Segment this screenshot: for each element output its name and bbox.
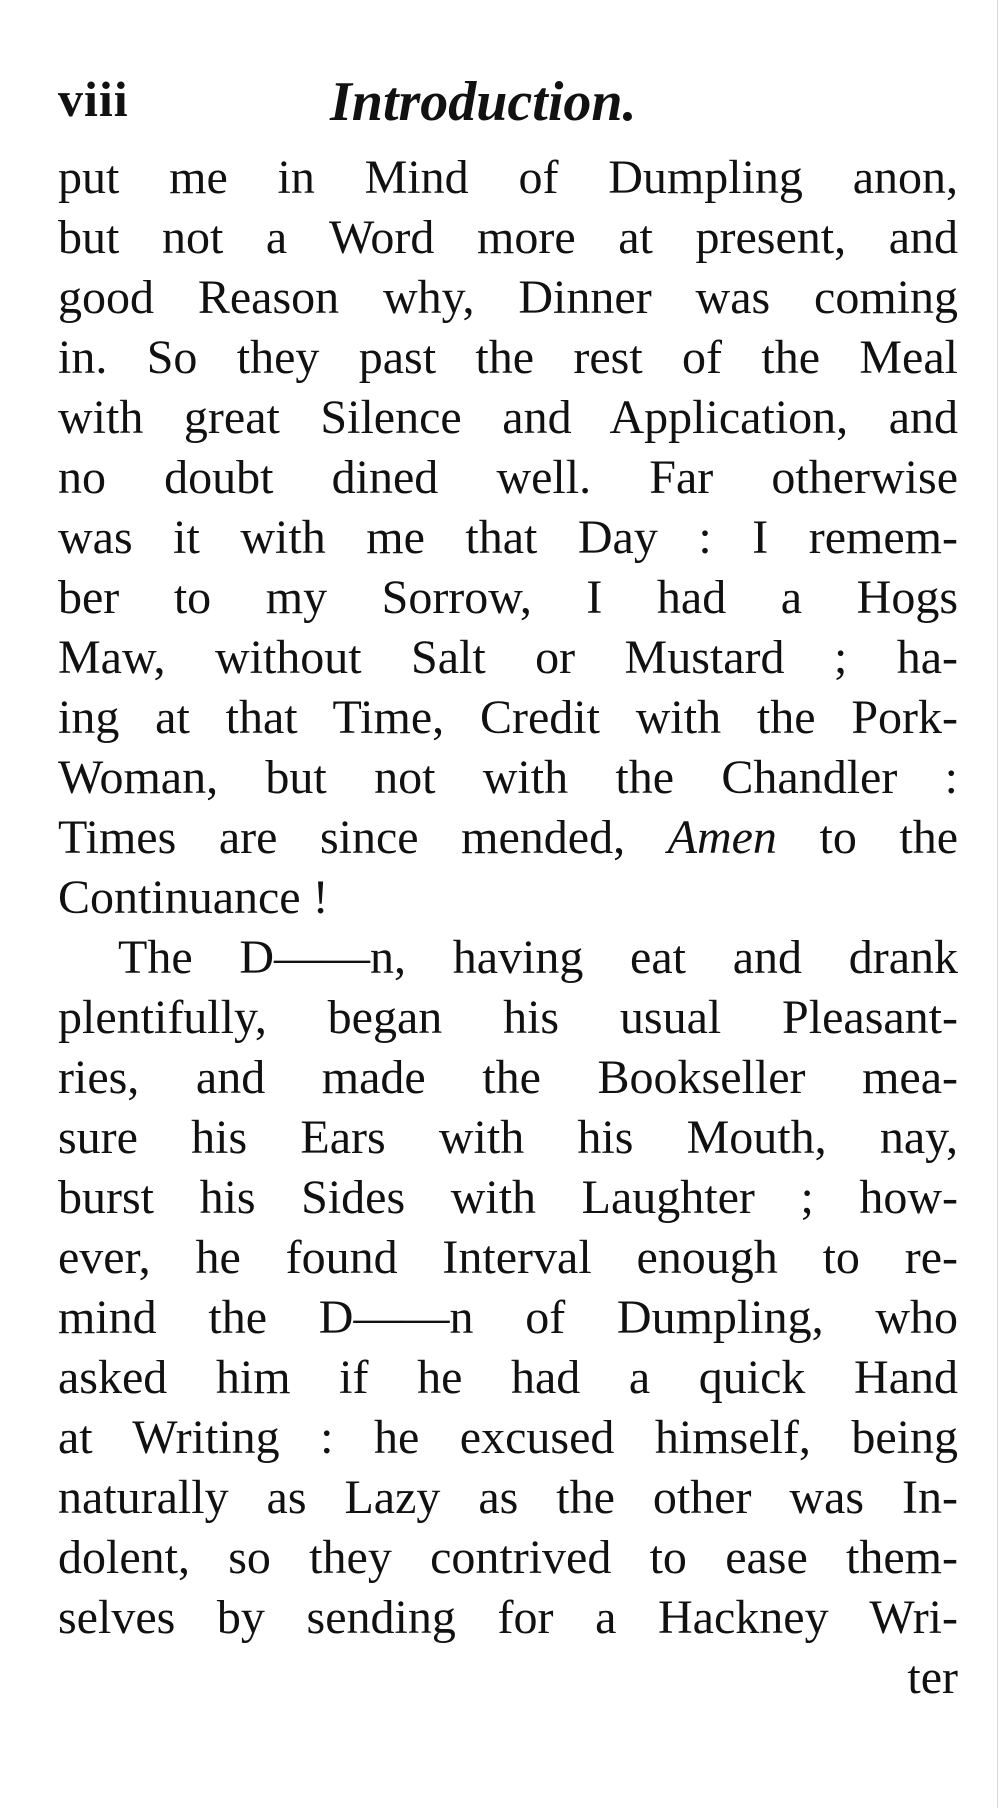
catchword: ter xyxy=(907,1651,958,1704)
page-header xyxy=(58,70,958,150)
text-line: naturally as Lazy as the other was In- xyxy=(58,1471,958,1524)
line-start: Times are since mended, xyxy=(58,811,626,864)
text-line: dolent, so they contrived to ease them- xyxy=(58,1531,958,1584)
text-line: ber to my Sorrow, I had a Hogs xyxy=(58,571,958,624)
italic-word: Amen xyxy=(667,811,777,864)
text-line-with-italic xyxy=(58,808,958,868)
running-title: Introduction. xyxy=(330,71,637,133)
body-text xyxy=(58,148,958,1708)
text-line: in. So they past the rest of the Meal xyxy=(58,331,958,384)
text-line: was it with me that Day : I remem- xyxy=(58,511,958,564)
page-edge xyxy=(997,0,998,1808)
page-number: viii xyxy=(58,71,129,127)
text-line: mind the D——n of Dumpling, who xyxy=(58,1291,958,1344)
text-line-paragraph-end: Continuance ! xyxy=(58,871,329,924)
text-line: good Reason why, Dinner was coming xyxy=(58,271,958,324)
text-line: burst his Sides with Laughter ; how- xyxy=(58,1171,958,1224)
text-line: at Writing : he excused himself, being xyxy=(58,1411,958,1464)
line-end: to the xyxy=(819,811,959,864)
text-line: sure his Ears with his Mouth, nay, xyxy=(58,1111,958,1164)
text-line: but not a Word more at present, and xyxy=(58,211,958,264)
text-line: plentifully, began his usual Pleasant- xyxy=(58,991,958,1044)
text-line: Maw, without Salt or Mustard ; ha- xyxy=(58,631,958,684)
text-line: Woman, but not with the Chandler : xyxy=(58,751,958,804)
text-line: ever, he found Interval enough to re- xyxy=(58,1231,958,1284)
text-line: ries, and made the Bookseller mea- xyxy=(58,1051,958,1104)
text-line: put me in Mind of Dumpling anon, xyxy=(58,151,958,204)
text-line: no doubt dined well. Far otherwise xyxy=(58,451,958,504)
text-line: ing at that Time, Credit with the Pork- xyxy=(58,691,958,744)
text-line: asked him if he had a quick Hand xyxy=(58,1351,958,1404)
text-line: with great Silence and Application, and xyxy=(58,391,958,444)
text-line: selves by sending for a Hackney Wri- xyxy=(58,1591,958,1644)
text-line-paragraph-start: The D——n, having eat and drank xyxy=(118,931,958,984)
